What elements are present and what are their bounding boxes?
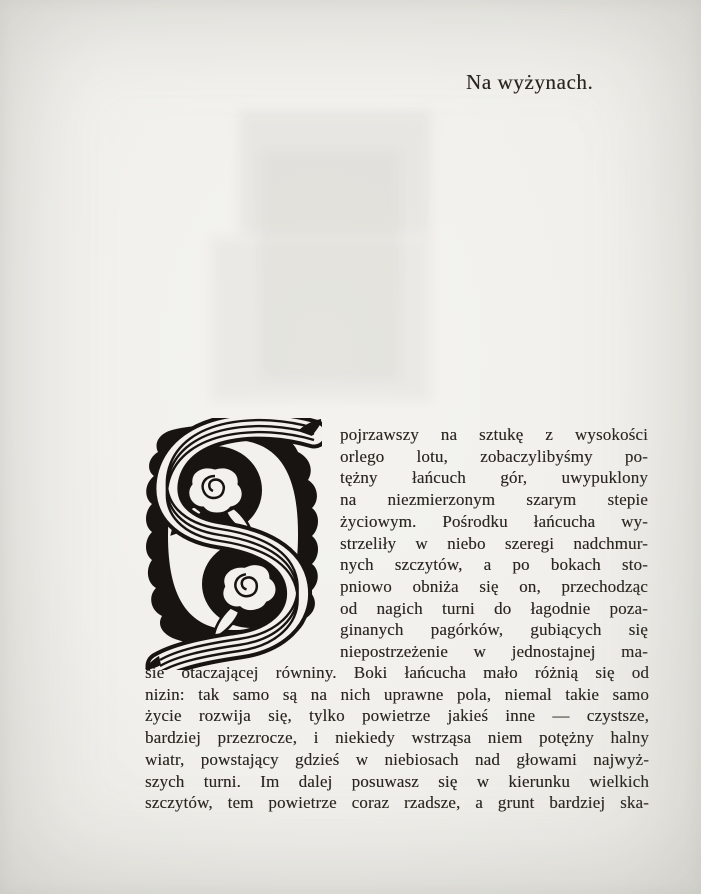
text-line: strzeliły w niebo szeregi nadchmur- xyxy=(340,533,648,553)
text-line: nych szczytów, a po bokach sto- xyxy=(340,555,648,575)
paragraph-full-width xyxy=(145,662,649,814)
text-line: tężny łańcuch gór, uwypuklony xyxy=(340,468,648,488)
reverse-page-showthrough xyxy=(260,150,400,380)
text-line: niepostrzeżenie w jednostajnej ma- xyxy=(340,642,648,662)
text-line: szczytów, tem powietrze coraz rzadsze, a grunt bardziej ska- xyxy=(145,793,649,813)
text-line: od nagich turni do łagodnie poza- xyxy=(340,598,648,618)
text-line: szych turni. Im dalej posuwasz się w kierunku wielkich xyxy=(145,771,649,791)
text-line: orlego lotu, zobaczylibyśmy po- xyxy=(340,446,648,466)
paragraph-column-beside-initial xyxy=(340,424,648,663)
drop-cap-initial-s xyxy=(142,418,322,670)
text-line: pojrzawszy na sztukę z wysokości xyxy=(340,425,648,444)
text-line: wiatr, powstający gdzieś w niebiosach nad głowami najwyż- xyxy=(145,749,649,769)
reverse-page-showthrough xyxy=(240,112,430,234)
text-line: na niezmierzonym szarym stepie xyxy=(340,490,648,510)
reverse-page-showthrough xyxy=(212,238,430,400)
text-line: nizin: tak samo są na nich uprawne pola, niemal takie samo xyxy=(145,684,649,704)
chapter-title: Na wyżynach. xyxy=(466,70,594,94)
text-line: życie rozwija się, tylko powietrze jakieś inne — czystsze, xyxy=(145,706,649,726)
floral-initial-ornament-icon xyxy=(142,418,322,670)
text-line: życiowym. Pośrodku łańcucha wy- xyxy=(340,511,648,531)
text-line: bardziej przezrocze, i niekiedy wstrząsa niem potężny halny xyxy=(145,728,649,748)
text-line: pniowo obniża się on, przechodząc xyxy=(340,576,648,596)
text-line: ginanych pagórków, gubiących się xyxy=(340,620,648,640)
text-line: sie otaczającej równiny. Boki łańcucha mało różnią się od xyxy=(145,663,649,682)
